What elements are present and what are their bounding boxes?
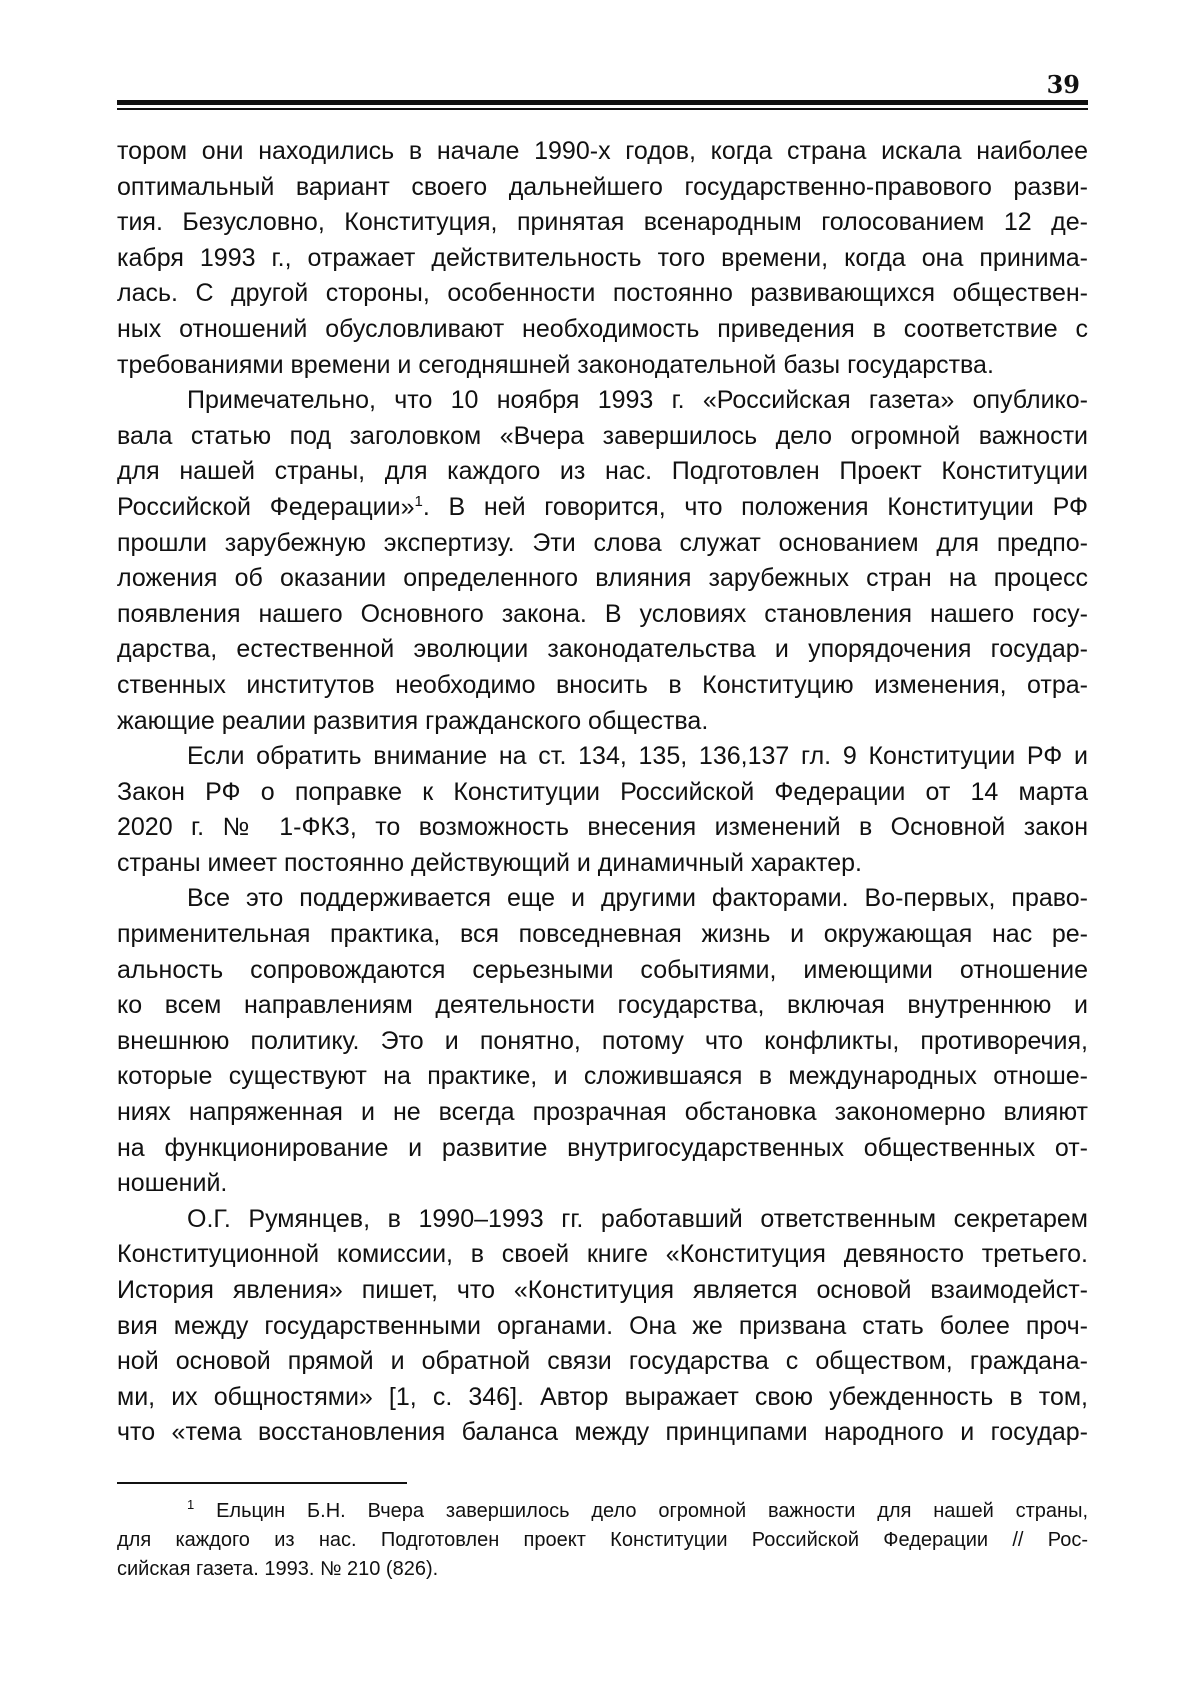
text-line-with-footnote	[117, 490, 1088, 526]
paragraph-3	[117, 739, 1088, 881]
text-line: которые существуют на практике, и сложившаяся в международных отноше-	[117, 1062, 1088, 1091]
footnote-text: Ельцин Б.Н. Вчера завершилось дело огромной важности для нашей страны,	[216, 1500, 1088, 1522]
text-line: История явления» пишет, что «Конституция является основой взаимодейст-	[117, 1276, 1088, 1304]
footnote-line: для каждого из нас. Подготовлен проект Конституции Российской Федерации // Рос-	[117, 1529, 1088, 1551]
text-segment: . В ней говорится, что положения Конституции РФ	[422, 492, 1088, 521]
text-line: 2020 г. № 1-ФКЗ, то возможность внесения изменений в Основной закон	[117, 813, 1088, 842]
main-text	[117, 134, 1088, 1451]
text-line: применительная практика, вся повседневная жизнь и окружающая нас ре-	[117, 920, 1088, 949]
text-line: ми, их общностями» [1, с. 346]. Автор выражает свою убежденность в том,	[117, 1382, 1088, 1411]
footnote-line	[117, 1497, 1088, 1526]
text-line: лась. С другой стороны, особенности постоянно развивающихся обществен-	[117, 279, 1088, 308]
footnote	[117, 1497, 1088, 1584]
paragraph-4	[117, 881, 1088, 1201]
paragraph-2	[117, 383, 1088, 739]
footnote-reference[interactable]: 1	[414, 492, 423, 510]
text-line: ниях напряженная и не всегда прозрачная обстановка закономерно влияют	[117, 1098, 1088, 1127]
text-line: на функционирование и развитие внутригосударственных общественных от-	[117, 1133, 1088, 1162]
paragraph-5	[117, 1202, 1088, 1451]
text-segment: Российской Федерации»	[117, 492, 415, 521]
text-line: что «тема восстановления баланса между принципами народного и государ-	[117, 1418, 1088, 1447]
text-line: дарства, естественной эволюции законодательства и упорядочения государ-	[117, 635, 1088, 664]
header-rule-thick	[117, 100, 1088, 105]
text-line: прошли зарубежную экспертизу. Эти слова служат основанием для предпо-	[117, 528, 1088, 557]
text-line: ных отношений обусловливают необходимость приведения в соответствие с	[117, 314, 1088, 343]
text-line: ложения об оказании определенного влияния зарубежных стран на процесс	[117, 564, 1088, 593]
text-line: ко всем направлениям деятельности государства, включая внутреннюю и	[117, 991, 1088, 1020]
page-number: 39	[1046, 70, 1080, 99]
header-rule-thin	[117, 108, 1088, 110]
text-line: внешнюю политику. Это и понятно, потому что конфликты, противоречия,	[117, 1026, 1088, 1055]
text-line: ственных институтов необходимо вносить в Конституцию изменения, отра-	[117, 670, 1088, 699]
paragraph-1	[117, 134, 1088, 383]
text-line: О.Г. Румянцев, в 1990–1993 гг. работавший ответственным секретарем	[187, 1204, 1088, 1233]
text-line: вала статью под заголовком «Вчера завершилось дело огромной важности	[117, 421, 1088, 450]
text-line: появления нашего Основного закона. В условиях становления нашего госу-	[117, 599, 1088, 628]
text-line: Если обратить внимание на ст. 134, 135, 136,137 гл. 9 Конституции РФ и	[187, 742, 1088, 771]
text-line: для нашей страны, для каждого из нас. Подготовлен Проект Конституции	[117, 457, 1088, 486]
text-line: Закон РФ о поправке к Конституции Российской Федерации от 14 марта	[117, 777, 1088, 806]
text-line: жающие реалии развития гражданского общества.	[117, 706, 709, 735]
text-line: Конституционной комиссии, в своей книге «Конституция девяносто третьего.	[117, 1240, 1088, 1269]
text-line: страны имеет постоянно действующий и динамичный характер.	[117, 848, 862, 877]
text-line: альность сопровождаются серьезными событиями, имеющими отношение	[117, 955, 1088, 984]
text-line: ношений.	[117, 1169, 228, 1198]
footnote-marker: 1	[187, 1497, 195, 1512]
text-line: Примечательно, что 10 ноября 1993 г. «Российская газета» опублико-	[187, 386, 1088, 415]
text-line: тором они находились в начале 1990-х годов, когда страна искала наиболее	[117, 137, 1088, 165]
footnote-separator	[117, 1482, 407, 1484]
footnote-line: сийская газета. 1993. № 210 (826).	[117, 1558, 439, 1580]
text-line: Все это поддерживается еще и другими факторами. Во-первых, право-	[187, 884, 1088, 913]
text-line: ной основой прямой и обратной связи государства с обществом, граждана-	[117, 1347, 1088, 1376]
text-line: кабря 1993 г., отражает действительность того времени, когда она принима-	[117, 243, 1088, 272]
text-line: требованиями времени и сегодняшней законодательной базы государства.	[117, 350, 994, 379]
text-line: оптимальный вариант своего дальнейшего государственно-правового разви-	[117, 172, 1088, 201]
text-line: тия. Безусловно, Конституция, принятая всенародным голосованием 12 де-	[117, 208, 1088, 237]
text-line: вия между государственными органами. Она же призвана стать более проч-	[117, 1311, 1088, 1340]
